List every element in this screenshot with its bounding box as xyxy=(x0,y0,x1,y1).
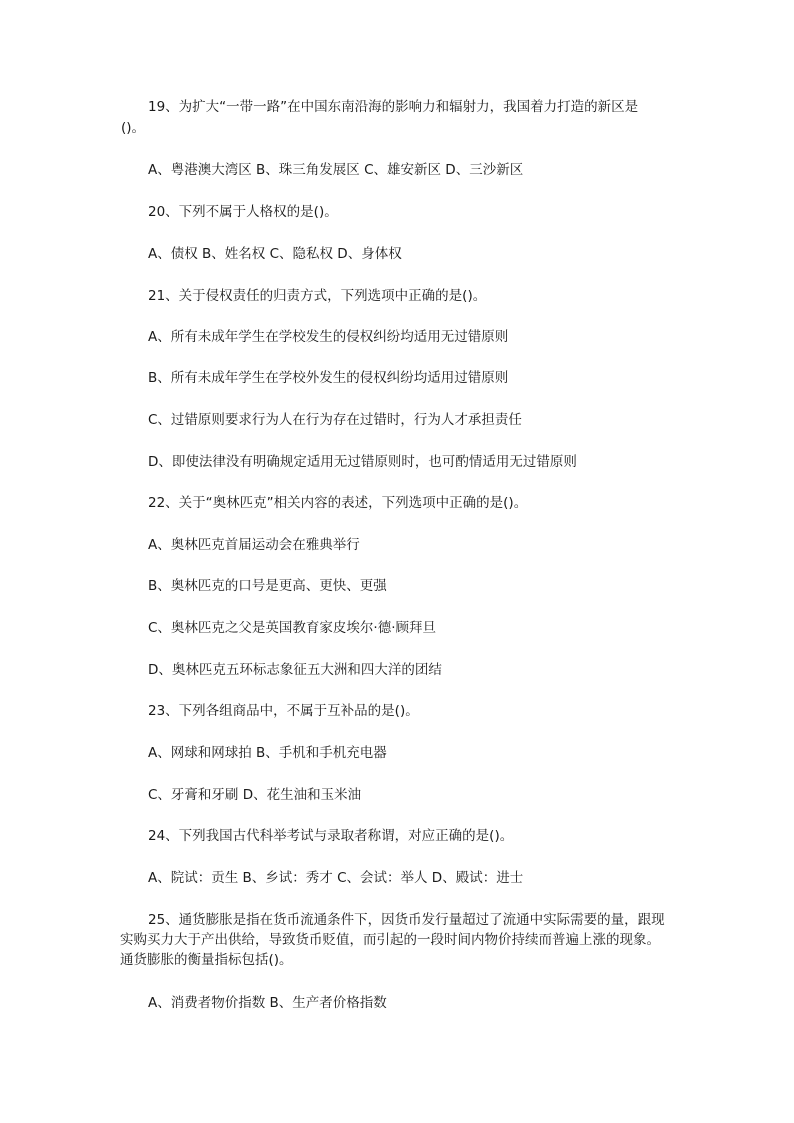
question-19-stem-line1: 19、为扩大“一带一路”在中国东南沿海的影响力和辐射力，我国着力打造的新区是 xyxy=(148,99,639,115)
question-24-options: A、院试：贡生 B、乡试：秀才 C、会试：举人 D、殿试：进士 xyxy=(148,870,524,886)
question-19-stem-line2: ()。 xyxy=(121,120,146,136)
question-22-option-b: B、奥林匹克的口号是更高、更快、更强 xyxy=(148,578,387,594)
question-20-stem: 20、下列不属于人格权的是()。 xyxy=(148,204,338,220)
question-23-options-line1: A、网球和网球拍 B、手机和手机充电器 xyxy=(148,745,387,761)
question-22-option-c: C、奥林匹克之父是英国教育家皮埃尔·德·顾拜旦 xyxy=(148,620,437,636)
question-22-option-a: A、奥林匹克首届运动会在雅典举行 xyxy=(148,537,360,553)
question-23-stem: 23、下列各组商品中，不属于互补品的是()。 xyxy=(148,703,419,719)
question-21-option-a: A、所有未成年学生在学校发生的侵权纠纷均适用无过错原则 xyxy=(148,329,509,345)
question-21-option-b: B、所有未成年学生在学校外发生的侵权纠纷均适用过错原则 xyxy=(148,370,509,386)
question-21-option-d: D、即使法律没有明确规定适用无过错原则时，也可酌情适用无过错原则 xyxy=(148,454,577,470)
question-21-option-c: C、过错原则要求行为人在行为存在过错时，行为人才承担责任 xyxy=(148,412,522,428)
question-22-option-d: D、奥林匹克五环标志象征五大洲和四大洋的团结 xyxy=(148,662,442,678)
question-19-options: A、粤港澳大湾区 B、珠三角发展区 C、雄安新区 D、三沙新区 xyxy=(148,162,524,178)
question-22-stem: 22、关于“奥林匹克”相关内容的表述，下列选项中正确的是()。 xyxy=(148,495,528,511)
question-21-stem: 21、关于侵权责任的归责方式，下列选项中正确的是()。 xyxy=(148,288,487,304)
question-23-options-line2: C、牙膏和牙刷 D、花生油和玉米油 xyxy=(148,787,362,803)
question-25-stem: 25、通货膨胀是指在货币流通条件下，因货币发行量超过了流通中实际需要的量，跟现实购买力大于产出供给，导致货币贬值，而引起的一段时间内物价持续而普遍上涨的现象。通货膨胀的衡量指标包括()。 xyxy=(120,912,665,968)
question-24-stem: 24、下列我国古代科举考试与录取者称谓，对应正确的是()。 xyxy=(148,828,514,844)
question-25-options-line1: A、消费者物价指数 B、生产者价格指数 xyxy=(148,995,387,1011)
question-20-options: A、债权 B、姓名权 C、隐私权 D、身体权 xyxy=(148,246,402,262)
